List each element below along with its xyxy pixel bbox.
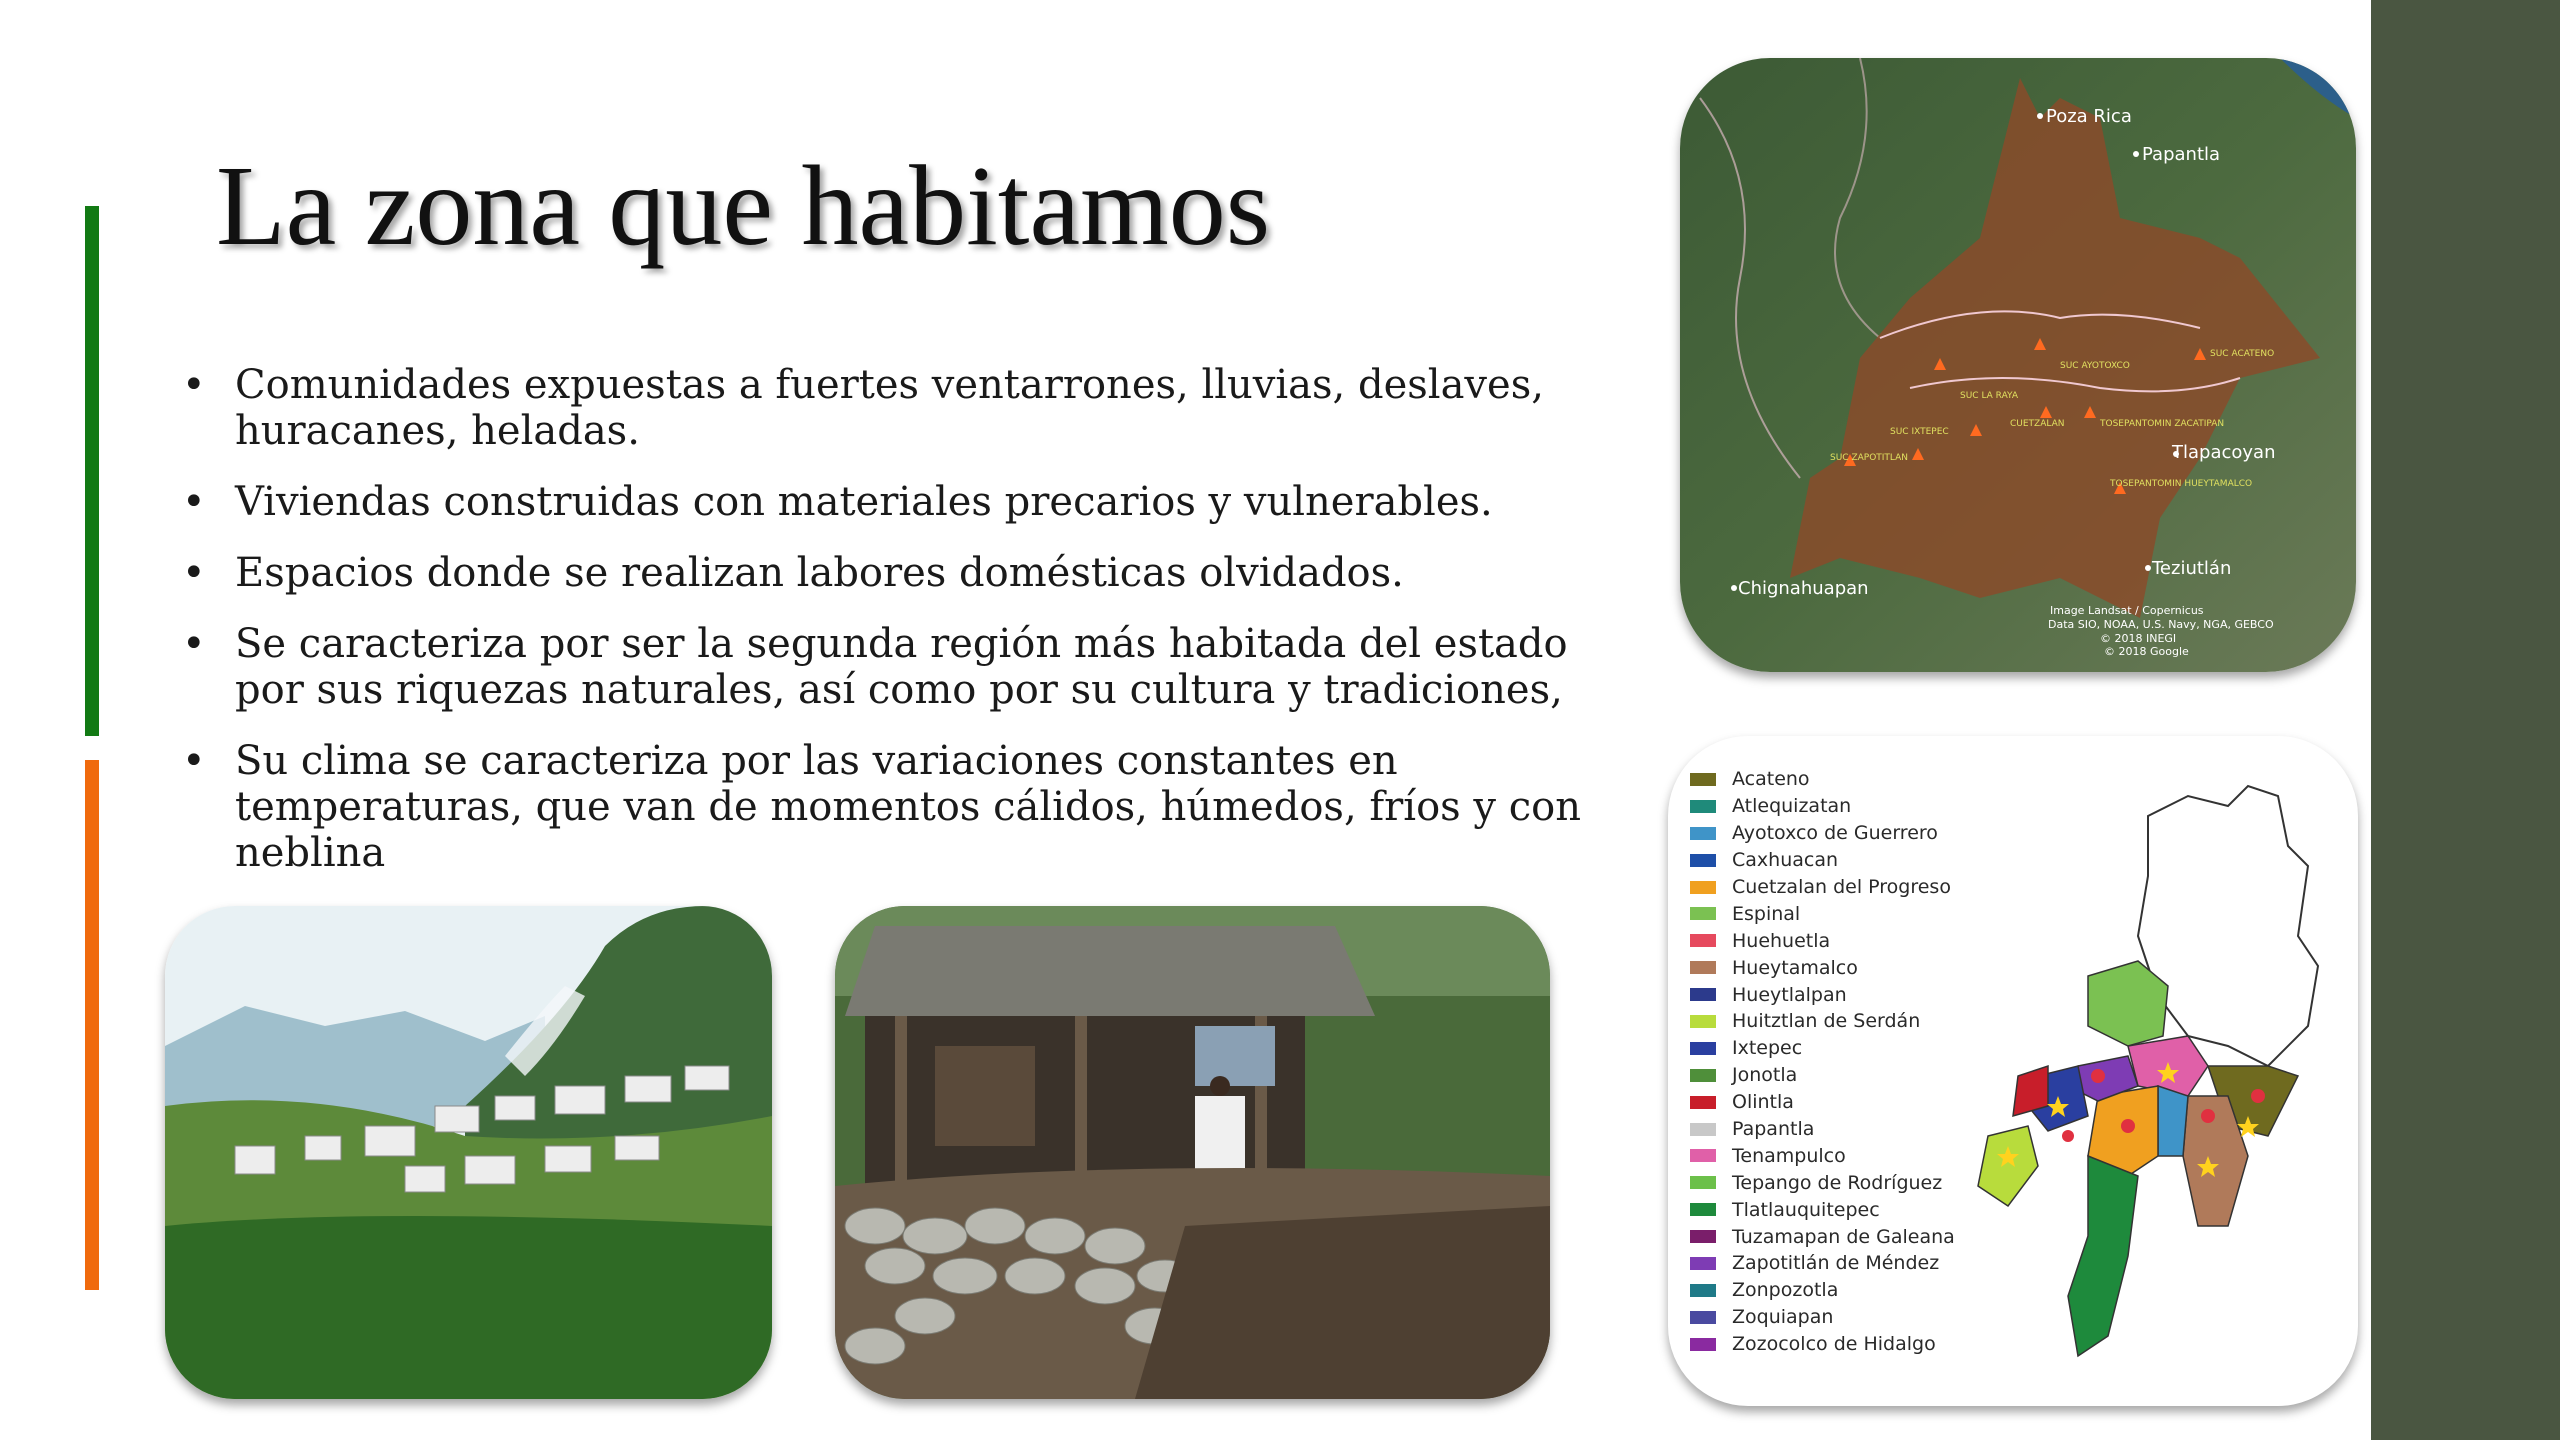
legend-label: Hueytamalco [1732, 956, 1858, 979]
rural-house-photo [835, 906, 1550, 1399]
legend-label: Hueytlalpan [1732, 983, 1847, 1006]
green-accent-bar [85, 206, 99, 736]
svg-text:SUC ZAPOTITLAN: SUC ZAPOTITLAN [1830, 453, 1909, 463]
legend-label: Jonotla [1732, 1064, 1798, 1087]
orange-accent-bar [85, 760, 99, 1290]
bullet-item: • Viviendas construidas con materiales precarios y vulnerables. [180, 479, 1630, 525]
map-credit: Image Landsat / Copernicus [2050, 604, 2204, 617]
bullet-item: • Su clima se caracteriza por las variaciones constantes en temperaturas, que van de momentos cálidos, húmedos, fríos y con neblina [180, 738, 1630, 876]
legend-label: Huitztlan de Serdán [1732, 1010, 1921, 1033]
legend-label: Ayotoxco de Guerrero [1732, 822, 1938, 845]
municipality-map-image [1668, 736, 2358, 1406]
city-label: Papantla [2142, 144, 2221, 165]
legend-label: Olintla [1732, 1091, 1794, 1114]
map-credit: © 2018 INEGI [2100, 632, 2177, 645]
legend-label: Tuzamapan de Galeana [1732, 1225, 1955, 1248]
legend-label: Atlequizatan [1732, 795, 1852, 818]
bullet-item: • Espacios donde se realizan labores domésticas olvidados. [180, 550, 1630, 596]
legend-label: Espinal [1732, 902, 1801, 925]
svg-text:SUC AYOTOXCO: SUC AYOTOXCO [2060, 361, 2130, 371]
legend-label: Zozocolco de Hidalgo [1732, 1333, 1936, 1356]
svg-text:SUC ACATENO: SUC ACATENO [2210, 349, 2275, 359]
svg-text:TOSEPANTOMIN HUEYTAMALCO: TOSEPANTOMIN HUEYTAMALCO [2110, 479, 2253, 489]
svg-text:SUC IXTEPEC: SUC IXTEPEC [1890, 427, 1949, 437]
legend-label: Huehuetla [1732, 929, 1831, 952]
legend-label: Tepango de Rodríguez [1732, 1171, 1943, 1194]
city-label: Chignahuapan [1738, 578, 1869, 599]
legend-label: Zoquiapan [1732, 1306, 1834, 1329]
svg-text:TOSEPANTOMIN ZACATIPAN: TOSEPANTOMIN ZACATIPAN [2100, 419, 2225, 429]
legend-label: Caxhuacan [1732, 849, 1839, 872]
bullet-item: • Se caracteriza por ser la segunda región más habitada del estado por sus riquezas naturales, así como por su cultura y tradiciones, [180, 621, 1630, 713]
slide-title: La zona que habitamos [216, 142, 1271, 269]
bullet-item: • Comunidades expuestas a fuertes ventarrones, lluvias, deslaves, huracanes, heladas. [180, 362, 1630, 454]
svg-text:SUC LA RAYA: SUC LA RAYA [1960, 391, 2018, 401]
bullet-list [180, 362, 1630, 901]
legend-label: Cuetzalan del Progreso [1732, 876, 1951, 898]
legend-label: Acateno [1732, 768, 1810, 791]
right-decor-band [2371, 0, 2560, 1440]
city-label: Poza Rica [2046, 106, 2132, 127]
legend-label: Zonpozotla [1732, 1279, 1839, 1302]
legend-label: Tenampulco [1732, 1144, 1846, 1167]
legend-label: Tlatlauquitepec [1732, 1198, 1880, 1221]
legend-label: Papantla [1732, 1118, 1815, 1141]
city-label: Tlapacoyan [2172, 442, 2276, 463]
legend-label: Zapotitlán de Méndez [1732, 1252, 1940, 1275]
city-label: Teziutlán [2152, 558, 2232, 579]
svg-text:CUETZALAN: CUETZALAN [2010, 419, 2065, 429]
map-credit: Data SIO, NOAA, U.S. Navy, NGA, GEBCO [2048, 618, 2274, 631]
mountain-town-photo [165, 906, 772, 1399]
map-credit: © 2018 Google [2104, 645, 2189, 658]
satellite-map-image [1680, 58, 2356, 672]
legend-label: Ixtepec [1732, 1037, 1803, 1060]
